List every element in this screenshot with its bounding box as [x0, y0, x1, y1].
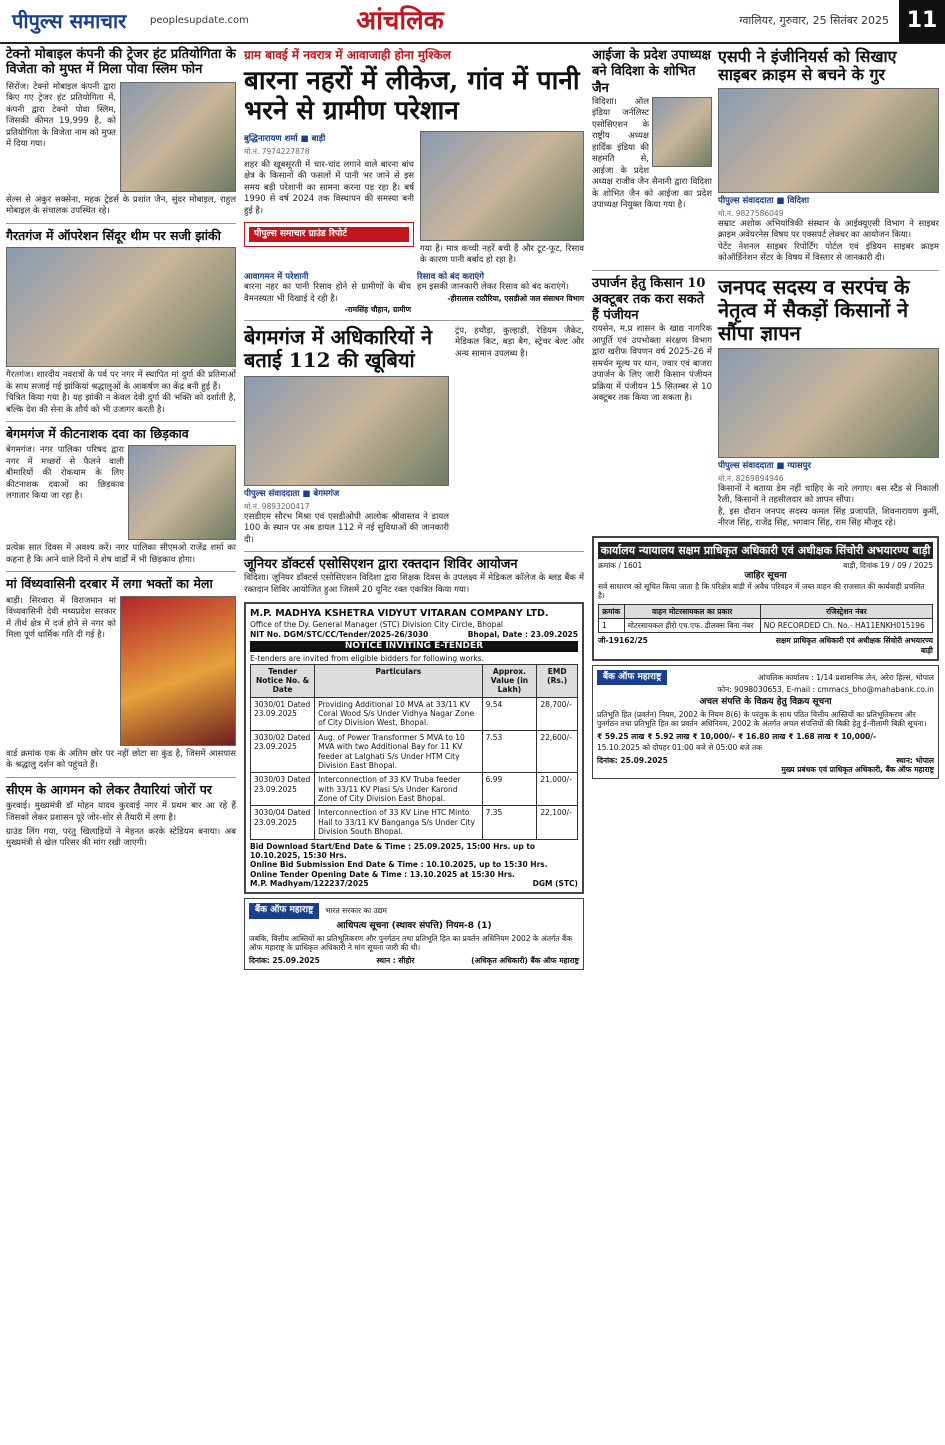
bank-left-sub: भारत सरकार का उद्यम [325, 906, 387, 916]
bank-left-place: स्थान : सीहोर [376, 955, 415, 965]
story5-body: कुरवाई। मुख्यमंत्री डॉ मोहन यादव कुरवाई नगर में प्रथम बार आ रहे हैं जिसको लेकर प्रशासन पूरे जोर-शोर से तैयारी में लगा है। [6, 801, 236, 823]
procurement-body: रायसेन, म.प्र शासन के खाद्य नागरिक आपूर्ति एवं उपभोक्ता संरक्षण विभाग द्वारा खरीफ विपणन वर्ष 2025-26 में समर्थन मूल्य पर धान, ज्वार एवं बाजरा उपार्जन के लिए जारी किसान पंजीयन प्रक्रिया में पंजीयन 15 सितम्बर से 10 अक्टूबर तक किया जा सकता है। [592, 324, 712, 404]
tender-office: Office of the Dy. General Manager (STC) Division City Circle, Bhopal [250, 620, 504, 630]
blood-camp-body: विदिशा। जूनियर डॉक्टर्स एसोसिएशन विदिशा द्वारा शिक्षक दिवस के उपलक्ष्य में मेडिकल कॉलेज के ब्लड बैंक में रक्तदान शिविर आयोजित हुआ जिसमें 20 यूनिट रक्त एकत्रित किया गया। [244, 573, 584, 595]
table-cell: NO RECORDED Ch. No.- HA11ENKH015196 [760, 619, 932, 633]
bank-right-title: अचल संपत्ति के विक्रय हेतु विक्रय सूचना [699, 696, 832, 707]
cyber-headline: एसपी ने इंजीनियर्स को सिखाए साइबर क्राइम से बचने के गुर [718, 47, 897, 85]
table-cell: 3030/01 Dated 23.09.2025 [251, 697, 315, 730]
reserve-value: ₹ 10,000/- [833, 731, 877, 741]
court-subject: जाहिर सूचना [744, 570, 787, 581]
table-cell: 22,600/- [537, 730, 578, 773]
quote2-author: -हीरालाल राठौरिया, एसडीओ जल संसाधन विभाग [447, 293, 584, 303]
memorandum-byline: पीपुल्स संवाददाता ■ ग्यासपुर [718, 460, 811, 471]
story-112-byline: पीपुल्स संवाददाता ■ बेगमगंज [244, 488, 340, 499]
court-col-header: रजिस्ट्रेशन नंबर [760, 604, 932, 618]
lead-kicker: ग्राम बावई में नवरात्र में आवाजाही होना मुश्किल [244, 48, 451, 62]
ground-report-stamp: पीपुल्स समाचार ग्राउंड रिपोर्ट [249, 227, 409, 242]
court-col-header: वाहन मोटरसायकल का प्रकार [624, 604, 760, 618]
story-112-body: एसडीएम सौरभ मिश्रा एवं एसडीओपी आलोक श्रीवास्तव ने डायल 100 के स्थान पर अब डायल 112 में नई सुविधाओं की जानकारी दी। [244, 511, 449, 545]
tender-intro: E-tenders are invited from eligible bidders for following works. [250, 654, 484, 664]
bank-left-date: दिनांक: 25.09.2025 [249, 955, 320, 965]
story3-headline: बेगमगंज में कीटनाशक दवा का छिड़काव [6, 426, 189, 442]
memorandum-photo [718, 348, 939, 458]
cyber-mobile: मो.नं. 9827586049 [718, 209, 784, 219]
table-cell: 7.35 [482, 806, 537, 839]
table-cell: 3030/04 Dated 23.09.2025 [251, 806, 315, 839]
bank-right-zone: आंचलिक कार्यालय : 1/14 प्रशासनिक लेन, अरेरा हिल्स, भोपाल [757, 673, 934, 683]
table-cell: मोटरसायकल हीरो एच.एफ. डीलक्स बिना नंबर [624, 619, 760, 633]
court-ref: क्रमांक / 1601 [598, 561, 643, 571]
table-cell: Providing Additional 10 MVA at 33/11 KV Coral Wood S/s Under Vidhya Nagar Zone of City Division West, Bhopal. [315, 697, 482, 730]
divider [244, 320, 584, 321]
divider [6, 421, 236, 422]
table-cell: 9.54 [482, 697, 537, 730]
story4-photo [120, 596, 236, 746]
tender-footer: M.P. Madhyam/122237/2025 [250, 879, 369, 888]
story2-body2: चित्रित किया गया है। यह झांकी न केवल देवी दुर्गा की भक्ति को दर्शाती है, बल्कि देश की सेना के शौर्य को भी उजागर करती है। [6, 393, 236, 415]
story2-headline: गैरतगंज में ऑपरेशन सिंदूर थीम पर सजी झांकी [6, 227, 221, 243]
tender-col-header: EMD (Rs.) [537, 664, 578, 697]
website-url[interactable]: peoplesupdate.com [150, 14, 249, 26]
story2-body: गैरतगंज। शारदीय नवरात्रों के पर्व पर नगर में स्थापित मां दुर्गा की प्रतिमाओं के साथ सजाई गई झांकियां श्रद्धालुओं के आकर्षण का केंद्र बनी हुई हैं। [6, 370, 236, 392]
lead-headline: बारना नहरों में लीकेज, गांव में पानी भरने से ग्रामीण परेशान [244, 66, 580, 126]
court-title: कार्यालय न्यायालय सक्षम प्राधिकृत अधिकारी एवं अधीक्षक सिंचोरी अभयारण्य बाड़ी [598, 542, 933, 560]
story5-headline: सीएम के आगमन को लेकर तैयारियां जोरों पर [6, 781, 212, 797]
divider [6, 777, 236, 778]
story5-body2: ग्राउंड लिंग गया, परंतु खिलाड़ियों ने मेहनत करके स्टेडियम बनाया। अब मुख्यमंत्री से खेल परिसर की मांग रखी जाएगी। [6, 827, 236, 849]
story3-body2: प्रत्येक सात दिवस में अवश्य करें। नगर पालिका सीएमओ राजेंद्र शर्मा का कहना है कि आने वाले दिनों में शेष वार्डों में भी छिड़काव होगा। [6, 543, 236, 565]
tender-nit: NIT No. DGM/STC/CC/Tender/2025-26/3030 [250, 629, 429, 639]
story4-body: बाड़ी। सिरवारा में विराजमान मां विंध्यवासिनी देवी मध्यप्रदेश सरकार में तीर्थ क्षेत्र में दर्ज होने से नगर को मिला पूर्ण धार्मिक गति दी गई है। [6, 595, 116, 641]
court-table [598, 604, 933, 634]
story2-photo [6, 247, 236, 367]
cyber-body: सम्राट अशोक अभियांत्रिकी संस्थान के आईक्यूएसी विभाग ने साइबर क्राइम अवेयरनेस विषय पर एक्सपर्ट लेक्चर का आयोजन किया। [718, 218, 939, 241]
reserve-value: ₹ 5.92 लाख [647, 731, 690, 741]
memorandum-body2: है, इस दौरान जनपद सदस्य कमल सिंह प्रजापति, शिवनारायण कुर्मी, नीरज सिंह, राजेंद्र सिंह, भगवान सिंह, राम सिंह मौजूद रहे। [718, 506, 939, 529]
tender-date-line: Online Bid Submission End Date & Time : 10.10.2025, up to 15:30 Hrs. [250, 860, 548, 870]
tender-sign: DGM (STC) [532, 879, 578, 888]
table-cell: 3030/03 Dated 23.09.2025 [251, 773, 315, 806]
court-date: बाड़ी, दिनांक 19 / 09 / 2025 [843, 561, 933, 571]
aija-portrait [652, 97, 712, 167]
masthead [0, 0, 945, 44]
right-area [592, 48, 939, 779]
bank-notice-right [592, 665, 939, 779]
quote1-text: बारना नहर का पानी रिसाव होने से ग्रामीणों के बीच वैमनस्यता भी दिखाई दे रही है। [244, 282, 411, 304]
quote2-text: हम इसकी जानकारी लेकर रिसाव को बंद कराएंगे। [417, 282, 569, 293]
middle-column [244, 48, 584, 970]
tender-col-header: Tender Notice No. & Date [251, 664, 315, 697]
bank-left-sign: (अधिकृत अधिकारी) बैंक ऑफ महाराष्ट्र [471, 955, 579, 965]
story3-body: बेगमगंज। नगर पालिका परिषद द्वारा नगर में मच्छरों से फैलने वाली बीमारियों की रोकथाम के लिए कीटनाशक दवाओं का छिड़काव लगातार किया जा रहा है। [6, 445, 124, 502]
table-cell: Interconnection of 33 KV Line HTC Minto Hall to 33/11 KV Banganga S/s Under City Division South Bhopal. [315, 806, 482, 839]
divider [244, 551, 584, 552]
newspaper-brand: पीपुल्स समाचार [12, 8, 127, 33]
divider [6, 571, 236, 572]
memorandum-headline: जनपद सदस्य व सरपंच के नेतृत्व में सैकड़ों किसानों ने सौंपा ज्ञापन [718, 274, 910, 345]
story4-body2: वार्ड क्रमांक एक के अतिम छोर पर नहीं छोटा सा कुंड है, जिसमें आसपास के श्रद्धालु दर्शन को पहुंचते हैं। [6, 748, 236, 771]
left-column [6, 48, 236, 850]
table-cell: 28,700/- [537, 697, 578, 730]
blood-camp-headline: जूनियर डॉक्टर्स एसोसिएशन द्वारा रक्तदान शिविर आयोजन [244, 557, 518, 573]
story-112-body2: ट्रंप, हथौड़ा, कुल्हाड़ी, रेडियम जैकेट, मेडिकल किट, बड़ा बैग, स्ट्रेचर बेल्ट और अन्य सामान उपलब्ध है। [455, 325, 584, 359]
lead-byline: बुद्धिनारायण शर्मा ■ बाड़ी [244, 133, 326, 144]
court-col-header: क्रमांक [599, 604, 625, 618]
aija-body: विदिशा। ऑल इंडिया जर्नलिस्ट एसोसिएशन के राष्ट्रीय अध्यक्ष हार्दिक इंडिया की सहमति से, आईजा के प्रदेश अध्यक्ष राजीव जैन सैनानी द्वारा विदिशा के शोभित जैन को आईजा का प्रदेश उपाध्यक्ष नियुक्त किया गया है। [592, 96, 712, 210]
tender-date-line: Bid Download Start/End Date & Time : 25.09.2025, 15:00 Hrs. up to 10.10.2025, 15:30 Hrs. [250, 841, 536, 860]
table-cell: 21,000/- [537, 773, 578, 806]
bank-right-body: प्रतिभूति हित (प्रवर्तन) नियम, 2002 के नियम 8(6) के परंतुक के साथ पठित वित्तीय आस्तियों का प्रतिभूतिकरण और पुनर्गठन तथा प्रतिभूति हित का प्रवर्तन अधिनियम, 2002 के अंतर्गत अचल संपत्तियों की बिक्री हेतु ई-नीलामी बिक्री सूचना। [597, 710, 927, 729]
reserve-value: ₹ 1.68 लाख [788, 731, 831, 741]
bank-right-name: बैंक ऑफ महाराष्ट्र [597, 670, 667, 685]
aija-headline: आईजा के प्रदेश उपाध्यक्ष बने विदिशा के शोभित जैन [592, 48, 712, 96]
bank-notice-left [244, 898, 584, 970]
bank-right-phone: फोन: 9098030653, E-mail : cmmacs_bho@mahabank.co.in [717, 685, 934, 695]
lead-photo [420, 131, 584, 241]
tender-company: M.P. MADHYA KSHETRA VIDYUT VITARAN COMPANY LTD. [250, 608, 549, 620]
reserve-value: ₹ 10,000/- [692, 731, 736, 741]
reserve-value: ₹ 16.80 लाख [738, 731, 786, 741]
table-cell: 22,100/- [537, 806, 578, 839]
bank-right-sign: मुख्य प्रबंधक एवं प्राधिकृत अधिकारी, बैंक ऑफ महाराष्ट्र [781, 764, 934, 774]
quote1-title: आवागमन में परेशानी [244, 271, 309, 282]
quote2-title: रिसाव को बंद कराएंगे [417, 271, 485, 282]
reserve-value: ₹ 59.25 लाख [597, 731, 645, 741]
divider [592, 270, 939, 271]
dateline: ग्वालियर, गुरुवार, 25 सितंबर 2025 [739, 14, 889, 28]
cyber-byline: पीपुल्स संवाददाता ■ विदिशा [718, 195, 810, 206]
tender-nit-date: Bhopal, Date : 23.09.2025 [467, 629, 578, 639]
bank-right-place: स्थान: भोपाल [896, 755, 934, 765]
story1-body: सिरोंज। टेक्नो मोबाइल कंपनी द्वारा किए गए ट्रेजर हंट प्रतियोगिता में, कंपनी द्वारा टेक्नो पोवा स्लिम, जिसकी कीमत 19,999 है, को प्रतियोगिता के विजेता नाम को मुफ्त में दिया गया। [6, 81, 116, 150]
tender-notice [244, 602, 584, 894]
story1-body2: सेल्स से अंकुर सक्सेना, महक ट्रेडर्स के प्रशांत जैन, सुंदर मोबाइल, राहुल मोबाइल के संचालक उपस्थित रहे। [6, 194, 236, 217]
lead-body: शहर की खूबसूरती में चार-चांद लगाने वाले बारना बांध क्षेत्र के किसानों की फसलों में पानी भर जाने से इस समय बड़ी परेशानी का सामना करना पड़ रहा है। बर्ष 1990 से वर्ष 2024 तक विस्थापन की समस्या बनी हुई है। [244, 159, 414, 216]
tender-date-line: Online Tender Opening Date & Time : 13.10.2025 at 15:30 Hrs. [250, 869, 515, 879]
cyber-body2: पेटेंट नेशनल साइबर रिपोर्टिंग पोर्टल एवं इंडियन साइबर क्राइम कोऑर्डिनेशन सेंटर के विषय में विस्तार से जानकारी दी। [718, 241, 939, 264]
memorandum-body: किसानों ने बताया डेम नहीं चाहिए के नारे लगाए। बस स्टैंड से निकाली रैली, किसानों ने तहसीलदार को ज्ञापन सौंपा। [718, 483, 939, 506]
court-body: सर्व साधारण को सूचित किया जाता है कि परिक्षेत्र बाड़ी में अवैध परिवहन में जब्त वाहन की राजसात की कार्यवाही प्रचलित है। [598, 581, 925, 601]
court-notice [592, 536, 939, 662]
bank-right-date: दिनांक: 25.09.2025 [597, 755, 668, 765]
table-row [251, 697, 578, 730]
tender-table [250, 664, 578, 840]
table-cell: 1 [599, 619, 625, 633]
page-number: 11 [899, 0, 945, 43]
story1-headline: टेक्नो मोबाइल कंपनी की ट्रेजर हंट प्रतियोगिता के विजेता को मुफ्त में मिला पोवा स्लिम फोन [6, 47, 236, 77]
story4-headline: मां विंध्यवासिनी दरबार में लगा भक्तों का मेला [6, 576, 213, 592]
quote1-author: -रामसिंह चौहान, ग्रामीण [344, 305, 411, 315]
memorandum-mobile: मो.नं. 8269894946 [718, 474, 784, 484]
court-code: जी-19162/25 [598, 636, 648, 646]
table-cell: 3030/02 Dated 23.09.2025 [251, 730, 315, 773]
procurement-headline: उपार्जन हेतु किसान 10 अक्टूबर तक करा सकते हैं पंजीयन [592, 275, 706, 324]
table-row [251, 730, 578, 773]
table-cell: 6.99 [482, 773, 537, 806]
table-cell: 7.53 [482, 730, 537, 773]
auction-date: 15.10.2025 को दोपहर 01:00 बजे से 05:00 बजे तक [597, 743, 762, 753]
cyber-photo [718, 88, 939, 193]
tender-col-header: Approx. Value (in Lakh) [482, 664, 537, 697]
bank-left-title: आधिपत्य सूचना (स्थावर संपत्ति) नियम-8 (1) [336, 920, 492, 931]
court-footer: सक्षम प्राधिकृत अधिकारी एवं अधीक्षक सिंचोरी अभयारण्य बाड़ी [775, 636, 933, 655]
story-112-headline: बेगमगंज में अधिकारियों ने बताई 112 की खूबियां [244, 324, 433, 372]
story3-photo [128, 445, 236, 540]
section-title: आंचलिक [356, 5, 444, 36]
tender-col-header: Particulars [315, 664, 482, 697]
table-cell: Interconnection of 33 KV Truba feeder with 33/11 KV Plasi S/s Under Karond Zone of City Division East Bhopal. [315, 773, 482, 806]
story1-photo [120, 82, 236, 192]
table-row [251, 773, 578, 806]
bank-left-body: जबकि, वित्तीय आस्तियों का प्रतिभूतिकरण और पुनर्गठन तथा प्रतिभूति हित का प्रवर्तन अधिनियम 2002 के अंतर्गत बैंक ऑफ महाराष्ट्र के प्राधिकृत अधिकारी ने मांग सूचना जारी की थी। [249, 933, 572, 953]
lead-mobile: मो.नं. 7974227878 [244, 147, 310, 157]
table-row [251, 806, 578, 839]
story-112-mobile: मो.नं. 9893200417 [244, 502, 310, 512]
table-row [599, 619, 933, 633]
tender-title: NOTICE INVITING E-TENDER [250, 641, 578, 652]
divider [6, 223, 236, 224]
lead-body2: गया है। मात्र कच्ची नहरें बची हैं और टूट-फूट, रिसाव के कारण पानी बर्बाद हो रहा है। [420, 243, 584, 266]
bank-left-name: बैंक ऑफ महाराष्ट्र [249, 903, 319, 918]
story-112-photo [244, 376, 449, 486]
table-cell: Aug. of Power Transformer 5 MVA to 10 MVA with two Additional Bay for 11 KV feeder at Lalghati S/s Under HTM City Division East Bhopal. [315, 730, 482, 773]
